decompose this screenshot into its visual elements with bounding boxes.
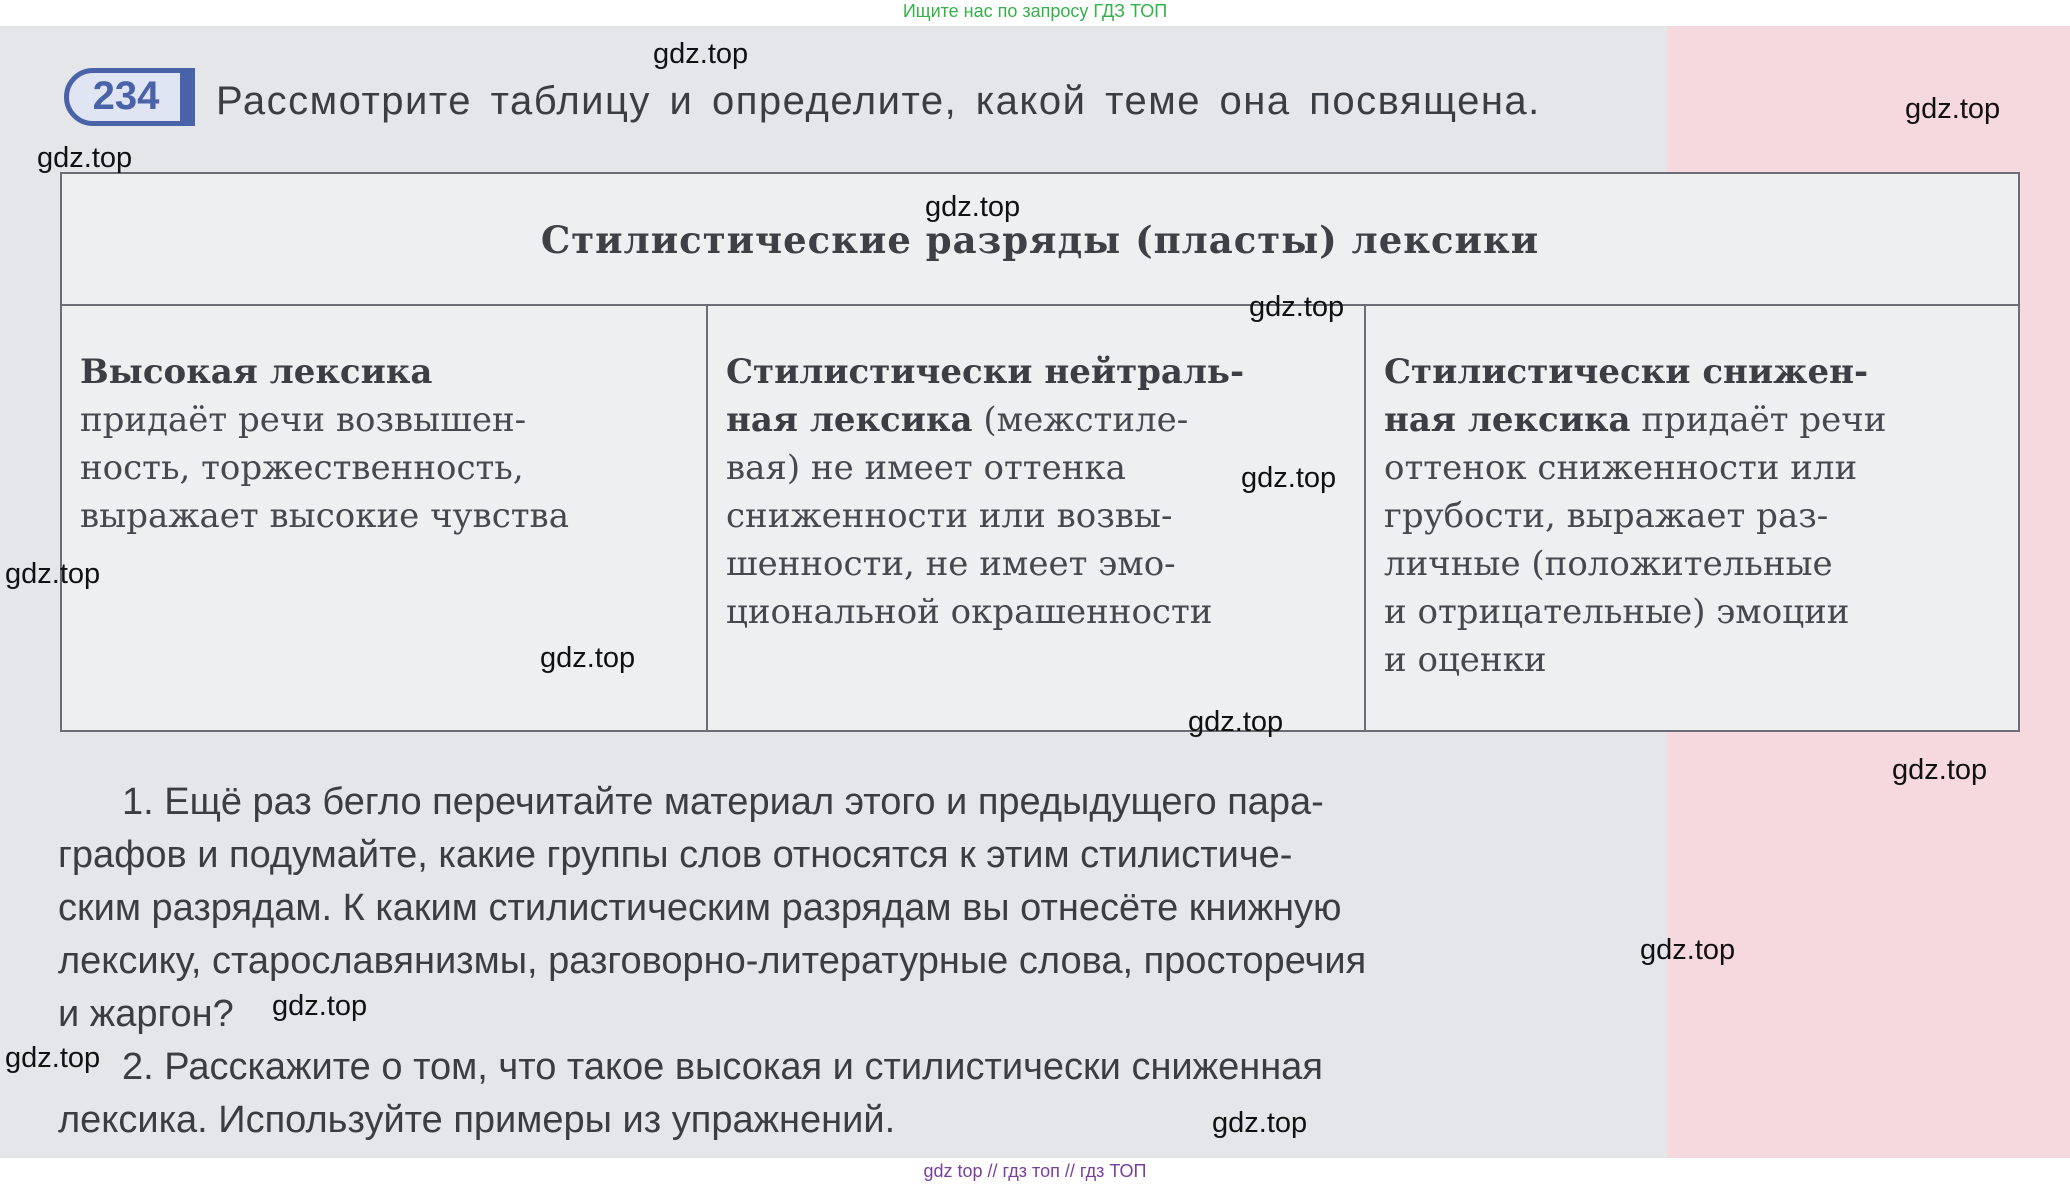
table-header — [62, 174, 2018, 306]
cell-line: ная лексика (межстиле- — [726, 400, 1189, 440]
cell-line: Стилистически нейтраль- — [726, 352, 1245, 392]
question-line: 2. Расскажите о том, что такое высокая и стилистически сниженная — [122, 1046, 1323, 1088]
watermark: gdz.top — [1212, 1107, 1308, 1139]
question-line: лексику, старославянизмы, разговорно-литературные слова, просторечия — [58, 940, 1367, 982]
watermark: gdz.top — [1640, 934, 1736, 966]
watermark: gdz.top — [540, 642, 636, 674]
question-line: графов и подумайте, какие группы слов относятся к этим стилистиче- — [58, 834, 1293, 876]
watermark: gdz.top — [5, 558, 101, 590]
exercise-badge-bar — [180, 68, 195, 126]
watermark: gdz.top — [1905, 93, 2001, 125]
watermark: gdz.top — [272, 990, 368, 1022]
watermark: gdz.top — [1892, 754, 1988, 786]
question-line: и жаргон? — [58, 993, 234, 1035]
cell-line: оттенок сниженности или — [1384, 448, 1858, 488]
lexicon-table — [60, 172, 2020, 732]
cell-line: шенности, не имеет эмо- — [726, 544, 1176, 584]
table-cell-neutral-lexicon — [706, 306, 1364, 730]
cell-line: вая) не имеет оттенка — [726, 448, 1126, 488]
watermark: gdz.top — [653, 38, 749, 70]
cell-line: сниженности или возвы- — [726, 496, 1173, 536]
cell-line: Стилистически снижен- — [1384, 352, 1869, 392]
cell-line: ная лексика придаёт речи — [1384, 400, 1887, 440]
cell-line: придаёт речи возвышен- — [80, 400, 527, 440]
watermark: gdz.top — [1241, 462, 1337, 494]
footer-note: gdz top // гдз топ // гдз ТОП — [0, 1158, 2070, 1184]
cell-line: грубости, выражает раз- — [1384, 496, 1829, 536]
watermark: gdz.top — [1188, 706, 1284, 738]
watermark: gdz.top — [1249, 291, 1345, 323]
cell-line: Высокая лексика — [80, 352, 433, 392]
question-line: 1. Ещё раз бегло перечитайте материал этого и предыдущего пара- — [122, 781, 1324, 823]
search-hint: Ищите нас по запросу ГДЗ ТОП — [902, 1, 1168, 21]
question-line: ским разрядам. К каким стилистическим разрядам вы отнесёте книжную — [58, 887, 1342, 929]
exercise-number: 234 — [92, 74, 160, 118]
textbook-page — [0, 26, 2070, 1158]
cell-line: выражает высокие чувства — [80, 496, 569, 536]
question-line: лексика. Используйте примеры из упражнений. — [58, 1099, 896, 1141]
cell-line: циональной окрашенности — [726, 592, 1213, 632]
cell-line: и отрицательные) эмоции — [1384, 592, 1850, 632]
table-cell-low-lexicon — [1364, 306, 2018, 730]
watermark: gdz.top — [37, 142, 133, 174]
cell-line: ность, торжественность, — [80, 448, 524, 488]
watermark: gdz.top — [925, 191, 1021, 223]
watermark: gdz.top — [5, 1042, 101, 1074]
table-title: Стилистические разряды (пласты) лексики — [540, 218, 1540, 262]
exercise-task: Рассмотрите таблицу и определите, какой теме она посвящена. — [216, 79, 1541, 123]
question-2 — [58, 1041, 1618, 1147]
cell-line: личные (положительные — [1384, 544, 1833, 584]
cell-line: и оценки — [1384, 640, 1547, 680]
